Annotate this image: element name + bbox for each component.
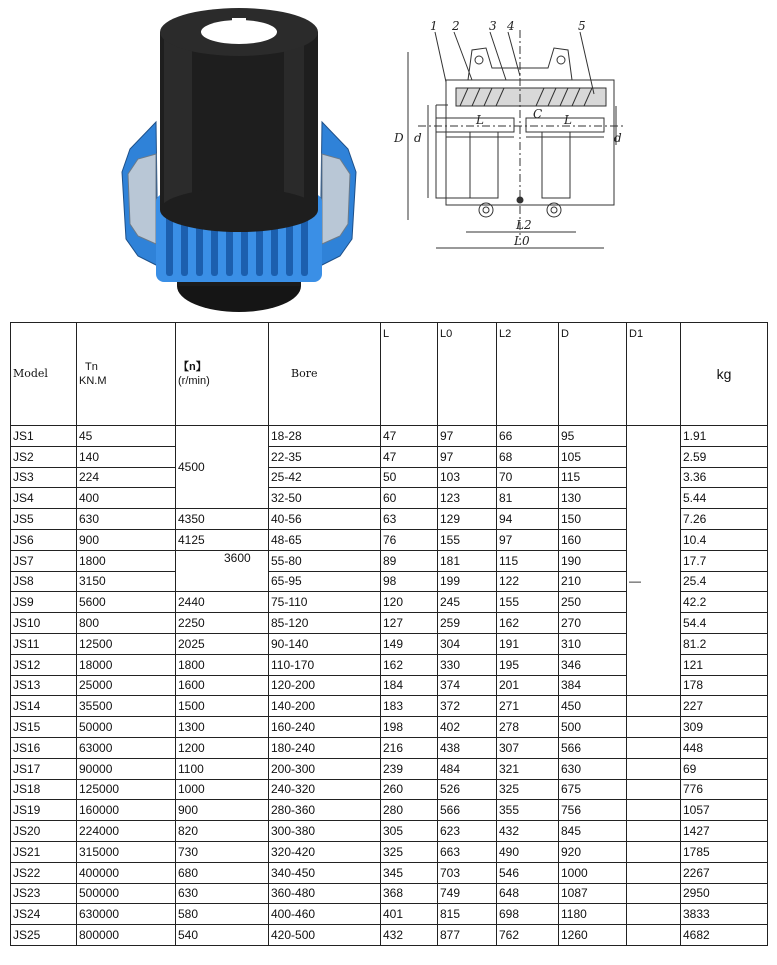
cell-l2: 432 — [497, 821, 559, 842]
cell-tn: 63000 — [77, 737, 176, 758]
cell-bore: 110-170 — [269, 654, 381, 675]
cell-kg: 1057 — [681, 800, 768, 821]
cell-l: 260 — [381, 779, 438, 800]
cell-d1-merged: — — [627, 426, 681, 696]
cell-kg: 121 — [681, 654, 768, 675]
cell-bore: 48-65 — [269, 529, 381, 550]
cell-model: JS25 — [11, 925, 77, 946]
dim-C: C — [533, 107, 543, 121]
cell-d: 105 — [559, 446, 627, 467]
cell-l0: 438 — [438, 737, 497, 758]
cell-model: JS14 — [11, 696, 77, 717]
cell-l: 183 — [381, 696, 438, 717]
cell-d1 — [627, 904, 681, 925]
cell-tn: 400 — [77, 488, 176, 509]
cell-n: 1000 — [176, 779, 269, 800]
cell-tn: 5600 — [77, 592, 176, 613]
cell-l0: 103 — [438, 467, 497, 488]
cell-l2: 122 — [497, 571, 559, 592]
cell-model: JS22 — [11, 862, 77, 883]
cell-l2: 698 — [497, 904, 559, 925]
cell-model: JS13 — [11, 675, 77, 696]
cell-l: 76 — [381, 529, 438, 550]
cell-kg: 2267 — [681, 862, 768, 883]
cell-tn: 224 — [77, 467, 176, 488]
cell-n: 730 — [176, 841, 269, 862]
cell-d: 630 — [559, 758, 627, 779]
cell-kg: 178 — [681, 675, 768, 696]
cell-l0: 374 — [438, 675, 497, 696]
cell-l: 432 — [381, 925, 438, 946]
cell-bore: 18-28 — [269, 426, 381, 447]
cell-l2: 115 — [497, 550, 559, 571]
cell-bore: 320-420 — [269, 841, 381, 862]
cell-bore: 40-56 — [269, 509, 381, 530]
cell-tn: 630000 — [77, 904, 176, 925]
cell-kg: 25.4 — [681, 571, 768, 592]
cell-l: 198 — [381, 717, 438, 738]
cell-l0: 129 — [438, 509, 497, 530]
cell-l2: 355 — [497, 800, 559, 821]
cell-model: JS23 — [11, 883, 77, 904]
cell-kg: 3.36 — [681, 467, 768, 488]
callout-2: 2 — [452, 19, 460, 33]
cell-model: JS11 — [11, 633, 77, 654]
dim-L-right: L — [564, 113, 572, 127]
cell-tn: 160000 — [77, 800, 176, 821]
cell-model: JS16 — [11, 737, 77, 758]
cell-d: 845 — [559, 821, 627, 842]
cell-d1 — [627, 696, 681, 717]
cell-l: 401 — [381, 904, 438, 925]
cell-l0: 703 — [438, 862, 497, 883]
cell-d: 675 — [559, 779, 627, 800]
cell-l0: 97 — [438, 426, 497, 447]
cell-model: JS17 — [11, 758, 77, 779]
callout-3: 3 — [489, 19, 497, 33]
cell-model: JS8 — [11, 571, 77, 592]
cell-l0: 181 — [438, 550, 497, 571]
cell-n: 1300 — [176, 717, 269, 738]
cell-d: 310 — [559, 633, 627, 654]
header-D: D — [559, 323, 627, 426]
cell-bore: 420-500 — [269, 925, 381, 946]
callout-1: 1 — [430, 19, 438, 33]
cell-l: 305 — [381, 821, 438, 842]
cell-d: 384 — [559, 675, 627, 696]
cell-l0: 484 — [438, 758, 497, 779]
cell-kg: 4682 — [681, 925, 768, 946]
cell-tn: 630 — [77, 509, 176, 530]
cell-model: JS18 — [11, 779, 77, 800]
cell-n: 1800 — [176, 654, 269, 675]
cell-l0: 245 — [438, 592, 497, 613]
cell-l: 47 — [381, 426, 438, 447]
cell-kg: 1785 — [681, 841, 768, 862]
cell-kg: 17.7 — [681, 550, 768, 571]
cell-l0: 877 — [438, 925, 497, 946]
cell-bore: 22-35 — [269, 446, 381, 467]
table-row — [11, 426, 768, 447]
cell-d: 756 — [559, 800, 627, 821]
table-row — [11, 925, 768, 946]
cell-l2: 191 — [497, 633, 559, 654]
cell-bore: 360-480 — [269, 883, 381, 904]
cell-kg: 2950 — [681, 883, 768, 904]
cell-l2: 307 — [497, 737, 559, 758]
cell-d1 — [627, 821, 681, 842]
cell-l: 325 — [381, 841, 438, 862]
cell-model: JS15 — [11, 717, 77, 738]
cell-l0: 259 — [438, 613, 497, 634]
cell-l0: 330 — [438, 654, 497, 675]
cell-l2: 162 — [497, 613, 559, 634]
cell-tn: 18000 — [77, 654, 176, 675]
cell-l: 98 — [381, 571, 438, 592]
cell-kg: 776 — [681, 779, 768, 800]
cell-kg: 10.4 — [681, 529, 768, 550]
cell-n: 2440 — [176, 592, 269, 613]
cell-kg: 3833 — [681, 904, 768, 925]
cell-tn: 800 — [77, 613, 176, 634]
cell-d: 270 — [559, 613, 627, 634]
cell-kg: 2.59 — [681, 446, 768, 467]
callout-5: 5 — [578, 19, 586, 33]
cell-tn: 25000 — [77, 675, 176, 696]
cell-l2: 271 — [497, 696, 559, 717]
cell-l0: 402 — [438, 717, 497, 738]
cell-tn: 35500 — [77, 696, 176, 717]
cell-l2: 278 — [497, 717, 559, 738]
cell-kg: 1427 — [681, 821, 768, 842]
table-row — [11, 717, 768, 738]
cell-l0: 123 — [438, 488, 497, 509]
table-row — [11, 696, 768, 717]
cell-model: JS10 — [11, 613, 77, 634]
cell-l0: 566 — [438, 800, 497, 821]
cell-bore: 120-200 — [269, 675, 381, 696]
table-header-row — [11, 323, 768, 426]
cell-d: 250 — [559, 592, 627, 613]
cell-n: 4350 — [176, 509, 269, 530]
cell-n: 1100 — [176, 758, 269, 779]
table-row — [11, 883, 768, 904]
cell-l2: 321 — [497, 758, 559, 779]
cell-d: 500 — [559, 717, 627, 738]
cell-l2: 155 — [497, 592, 559, 613]
cell-d: 190 — [559, 550, 627, 571]
cell-n-merged: 3600 — [176, 550, 269, 592]
cell-tn: 800000 — [77, 925, 176, 946]
cell-l: 50 — [381, 467, 438, 488]
cell-l0: 663 — [438, 841, 497, 862]
dim-d-left: d — [414, 131, 422, 145]
cell-tn: 224000 — [77, 821, 176, 842]
cell-l: 47 — [381, 446, 438, 467]
cell-l: 120 — [381, 592, 438, 613]
cell-bore: 140-200 — [269, 696, 381, 717]
header-tn: Tn KN.M — [77, 323, 176, 426]
header-L: L — [381, 323, 438, 426]
header-L2: L2 — [497, 323, 559, 426]
header-bore: Bore — [269, 323, 381, 426]
cell-l0: 815 — [438, 904, 497, 925]
cell-kg: 448 — [681, 737, 768, 758]
cell-tn: 400000 — [77, 862, 176, 883]
cell-l0: 623 — [438, 821, 497, 842]
cell-n: 900 — [176, 800, 269, 821]
cell-d: 1000 — [559, 862, 627, 883]
cell-tn: 12500 — [77, 633, 176, 654]
cell-kg: 81.2 — [681, 633, 768, 654]
cell-n: 2025 — [176, 633, 269, 654]
cell-l2: 195 — [497, 654, 559, 675]
dim-L-left: L — [476, 113, 484, 127]
table-row — [11, 862, 768, 883]
cell-l0: 749 — [438, 883, 497, 904]
cell-tn: 140 — [77, 446, 176, 467]
cell-bore: 25-42 — [269, 467, 381, 488]
cell-d: 1180 — [559, 904, 627, 925]
cell-l2: 201 — [497, 675, 559, 696]
cell-n: 1600 — [176, 675, 269, 696]
cell-l: 216 — [381, 737, 438, 758]
cell-kg: 54.4 — [681, 613, 768, 634]
cell-model: JS12 — [11, 654, 77, 675]
table-row — [11, 800, 768, 821]
cell-tn: 125000 — [77, 779, 176, 800]
cell-l: 280 — [381, 800, 438, 821]
cell-model: JS7 — [11, 550, 77, 571]
cell-l0: 304 — [438, 633, 497, 654]
cell-l2: 68 — [497, 446, 559, 467]
header-L0: L0 — [438, 323, 497, 426]
spec-table — [10, 322, 768, 946]
header-model: Model — [11, 323, 77, 426]
cell-bore: 240-320 — [269, 779, 381, 800]
cell-bore: 65-95 — [269, 571, 381, 592]
cell-d1 — [627, 717, 681, 738]
table-row — [11, 821, 768, 842]
cell-l: 184 — [381, 675, 438, 696]
cell-l2: 546 — [497, 862, 559, 883]
cell-d: 920 — [559, 841, 627, 862]
cell-tn: 500000 — [77, 883, 176, 904]
cell-model: JS19 — [11, 800, 77, 821]
cell-l2: 325 — [497, 779, 559, 800]
cell-n: 580 — [176, 904, 269, 925]
cell-model: JS5 — [11, 509, 77, 530]
callout-4: 4 — [507, 19, 515, 33]
cell-d: 160 — [559, 529, 627, 550]
cell-n: 4125 — [176, 529, 269, 550]
cell-model: JS20 — [11, 821, 77, 842]
cell-n-merged: 4500 — [176, 426, 269, 509]
cell-d1 — [627, 779, 681, 800]
cell-bore: 340-450 — [269, 862, 381, 883]
dim-L0: L0 — [514, 234, 530, 248]
cell-bore: 32-50 — [269, 488, 381, 509]
cell-model: JS21 — [11, 841, 77, 862]
cell-l2: 70 — [497, 467, 559, 488]
cell-kg: 5.44 — [681, 488, 768, 509]
cell-d: 566 — [559, 737, 627, 758]
cell-d: 1087 — [559, 883, 627, 904]
cell-l0: 199 — [438, 571, 497, 592]
table-row — [11, 779, 768, 800]
cell-d1 — [627, 737, 681, 758]
cell-d1 — [627, 800, 681, 821]
cell-l: 149 — [381, 633, 438, 654]
table-row — [11, 904, 768, 925]
cell-l0: 372 — [438, 696, 497, 717]
cell-tn: 50000 — [77, 717, 176, 738]
cell-bore: 300-380 — [269, 821, 381, 842]
cell-model: JS3 — [11, 467, 77, 488]
cell-bore: 280-360 — [269, 800, 381, 821]
cell-kg: 69 — [681, 758, 768, 779]
cell-model: JS9 — [11, 592, 77, 613]
cell-n: 540 — [176, 925, 269, 946]
cell-l2: 97 — [497, 529, 559, 550]
cell-d: 210 — [559, 571, 627, 592]
cell-model: JS2 — [11, 446, 77, 467]
cell-bore: 400-460 — [269, 904, 381, 925]
cell-kg: 227 — [681, 696, 768, 717]
cell-l0: 526 — [438, 779, 497, 800]
coupling-drawing — [388, 10, 624, 260]
cell-l: 127 — [381, 613, 438, 634]
cell-tn: 1800 — [77, 550, 176, 571]
cell-d: 95 — [559, 426, 627, 447]
cell-l: 368 — [381, 883, 438, 904]
cell-model: JS1 — [11, 426, 77, 447]
cell-l2: 490 — [497, 841, 559, 862]
header-D1: D1 — [627, 323, 681, 426]
cell-d: 130 — [559, 488, 627, 509]
cell-bore: 200-300 — [269, 758, 381, 779]
coupling-photo — [108, 4, 370, 316]
cell-bore: 75-110 — [269, 592, 381, 613]
header-n: 【n】 (r/min) — [176, 323, 269, 426]
cell-model: JS4 — [11, 488, 77, 509]
cell-n: 630 — [176, 883, 269, 904]
cell-l: 239 — [381, 758, 438, 779]
cell-d1 — [627, 758, 681, 779]
cell-tn: 90000 — [77, 758, 176, 779]
table-row — [11, 737, 768, 758]
cell-n: 1200 — [176, 737, 269, 758]
cell-bore: 160-240 — [269, 717, 381, 738]
dim-D: D — [394, 131, 404, 145]
cell-d: 1260 — [559, 925, 627, 946]
cell-l2: 66 — [497, 426, 559, 447]
cell-n: 1500 — [176, 696, 269, 717]
cell-model: JS24 — [11, 904, 77, 925]
cell-tn: 315000 — [77, 841, 176, 862]
dim-L2: L2 — [516, 218, 532, 232]
dim-d-right: d — [614, 131, 622, 145]
table-row — [11, 758, 768, 779]
header-kg: kg — [681, 323, 768, 426]
cell-bore: 180-240 — [269, 737, 381, 758]
cell-model: JS6 — [11, 529, 77, 550]
cell-d: 150 — [559, 509, 627, 530]
cell-n: 820 — [176, 821, 269, 842]
cell-d: 450 — [559, 696, 627, 717]
table-row — [11, 841, 768, 862]
cell-n: 680 — [176, 862, 269, 883]
cell-l2: 81 — [497, 488, 559, 509]
cell-bore: 85-120 — [269, 613, 381, 634]
cell-l2: 94 — [497, 509, 559, 530]
cell-d1 — [627, 883, 681, 904]
cell-l: 89 — [381, 550, 438, 571]
cell-bore: 55-80 — [269, 550, 381, 571]
cell-l0: 155 — [438, 529, 497, 550]
cell-d1 — [627, 862, 681, 883]
cell-kg: 309 — [681, 717, 768, 738]
cell-kg: 42.2 — [681, 592, 768, 613]
cell-bore: 90-140 — [269, 633, 381, 654]
cell-l: 63 — [381, 509, 438, 530]
cell-kg: 1.91 — [681, 426, 768, 447]
cell-d1 — [627, 841, 681, 862]
cell-l: 162 — [381, 654, 438, 675]
cell-d: 346 — [559, 654, 627, 675]
cell-tn: 3150 — [77, 571, 176, 592]
cell-kg: 7.26 — [681, 509, 768, 530]
cell-l2: 648 — [497, 883, 559, 904]
cell-n: 2250 — [176, 613, 269, 634]
cell-tn: 900 — [77, 529, 176, 550]
cell-l0: 97 — [438, 446, 497, 467]
cell-l: 345 — [381, 862, 438, 883]
cell-d: 115 — [559, 467, 627, 488]
cell-l2: 762 — [497, 925, 559, 946]
cell-tn: 45 — [77, 426, 176, 447]
cell-l: 60 — [381, 488, 438, 509]
cell-d1 — [627, 925, 681, 946]
